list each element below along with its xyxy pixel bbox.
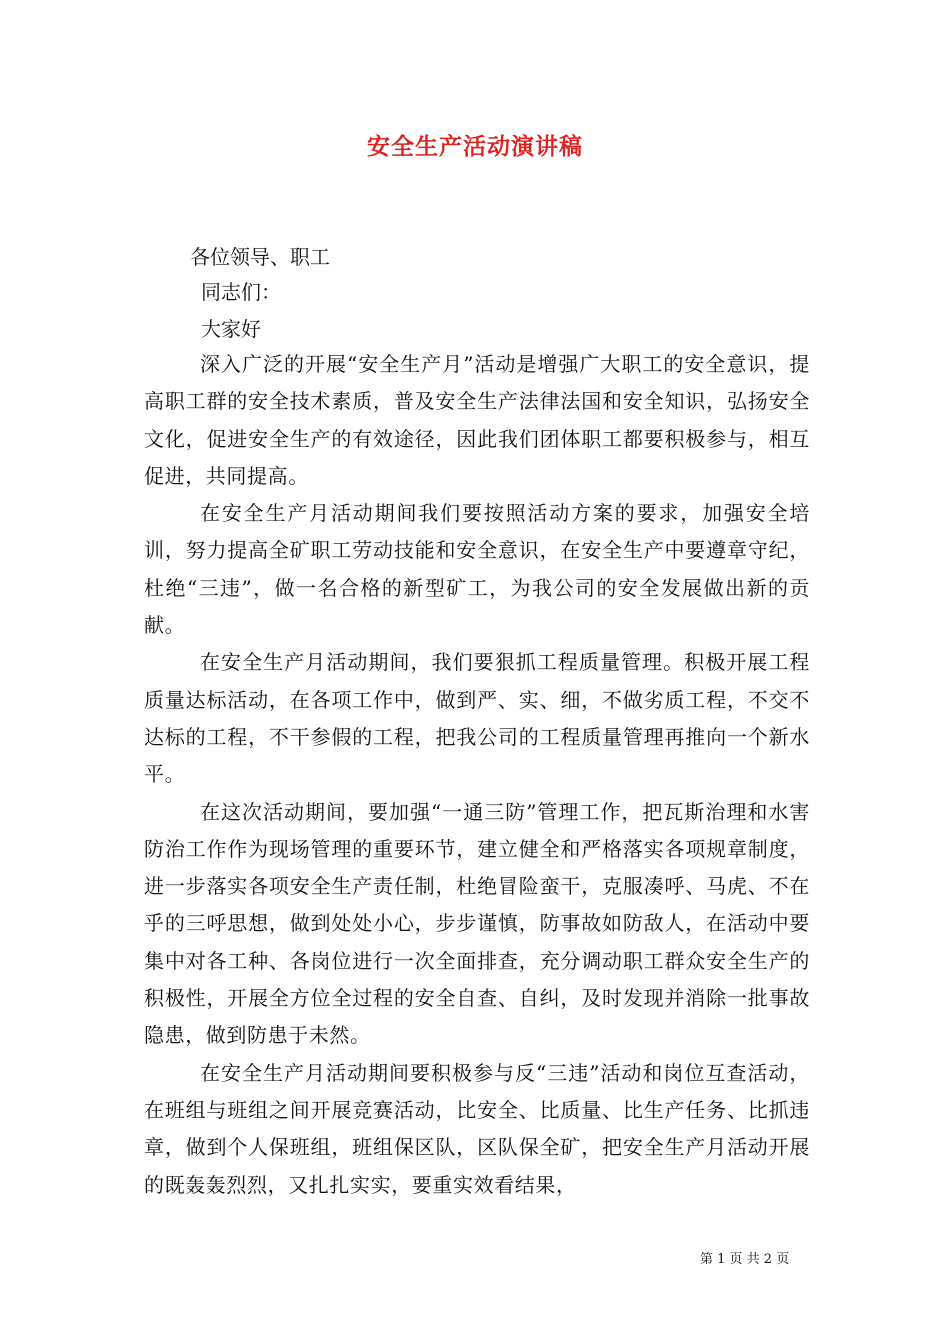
paragraph-3: 在安全生产月活动期间，我们要狠抓工程质量管理。积极开展工程质量达标活动，在各项工作中，做到严、实、细，不做劣质工程，不交不达标的工程，不干参假的工程，把我公司的工程质量管理再推向一个新水平。 [144,650,810,787]
page-number-footer: 第 1 页 共 2 页 [700,1252,790,1267]
paragraph-4: 在这次活动期间，要加强“一通三防”管理工作，把瓦斯治理和水害防治工作作为现场管理的重要环节，建立健全和严格落实各项规章制度，进一步落实各项安全生产责任制，杜绝冒险蛮干，克服凑呼、马虎、不在乎的三呼思想，做到处处小心，步步谨慎，防事故如防敌人，在活动中要集中对各工种、各岗位进行一次全面排查，充分调动职工群众安全生产的积极性，开展全方位全过程的安全自查、自纠，及时发现并消除一批事故隐患，做到防患于未然。 [144,799,810,1048]
salutation-leaders: 各位领导、职工 [190,245,330,269]
paragraph-2: 在安全生产月活动期间我们要按照活动方案的要求，加强安全培训，努力提高全矿职工劳动技能和安全意识，在安全生产中要遵章守纪，杜绝“三违”，做一名合格的新型矿工，为我公司的安全发展做出新的贡献。 [144,501,810,638]
paragraph-5: 在安全生产月活动期间要积极参与反“三违”活动和岗位互查活动，在班组与班组之间开展竞赛活动，比安全、比质量、比生产任务、比抓违章，做到个人保班组，班组保区队，区队保全矿，把安全生产月活动开展的既轰轰烈烈，又扎扎实实，要重实效看结果， [144,1060,810,1197]
salutation-greeting: 大家好 [201,317,261,341]
paragraph-1: 深入广泛的开展“安全生产月”活动是增强广大职工的安全意识，提高职工群的安全技术素质，普及安全生产法律法国和安全知识，弘扬安全文化，促进安全生产的有效途径，因此我们团体职工都要积极参与，相互促进，共同提高。 [144,352,810,488]
document-title: 安全生产活动演讲稿 [367,133,583,160]
document-body [144,346,810,1204]
salutation-comrades: 同志们： [201,280,281,304]
